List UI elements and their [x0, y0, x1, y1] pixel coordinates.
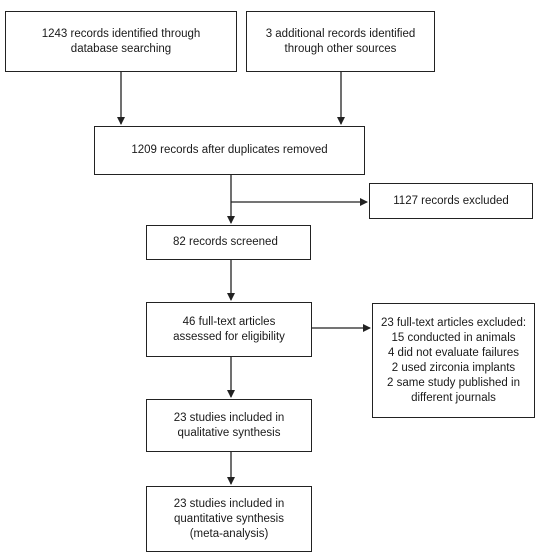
records-excluded-text: 1127 records excluded — [393, 194, 509, 207]
records-screened-box — [146, 225, 311, 260]
records-after-duplicates-box — [94, 126, 365, 175]
full-text-excluded-box — [372, 303, 535, 418]
qualitative-synthesis-box — [146, 399, 312, 452]
records-after-duplicates-text: 1209 records after duplicates removed — [131, 144, 328, 156]
records-excluded-box — [369, 183, 533, 219]
records-screened-text: 82 records screened — [173, 236, 278, 248]
qualitative-synthesis-text: 23 studies included in qualitative synthesis — [173, 411, 285, 439]
quantitative-synthesis-box — [146, 486, 312, 552]
full-text-assessed-box — [146, 302, 312, 357]
full-text-assessed-text: 46 full-text articles assessed for eligibility — [173, 315, 285, 343]
records-database-box — [5, 11, 237, 72]
records-other-sources-text: 3 additional records identified through other sources — [265, 27, 416, 55]
quantitative-synthesis-text: 23 studies included in quantitative synthesis (meta-analysis) — [173, 497, 285, 540]
full-text-excluded-text: 23 full-text articles excluded: 15 conducted in animals 4 did not evaluate failures 2 used zirconia implants 2 same study published in different journals — [380, 316, 527, 404]
records-other-sources-box — [246, 11, 435, 72]
records-database-text: 1243 records identified through database searching — [41, 27, 201, 55]
